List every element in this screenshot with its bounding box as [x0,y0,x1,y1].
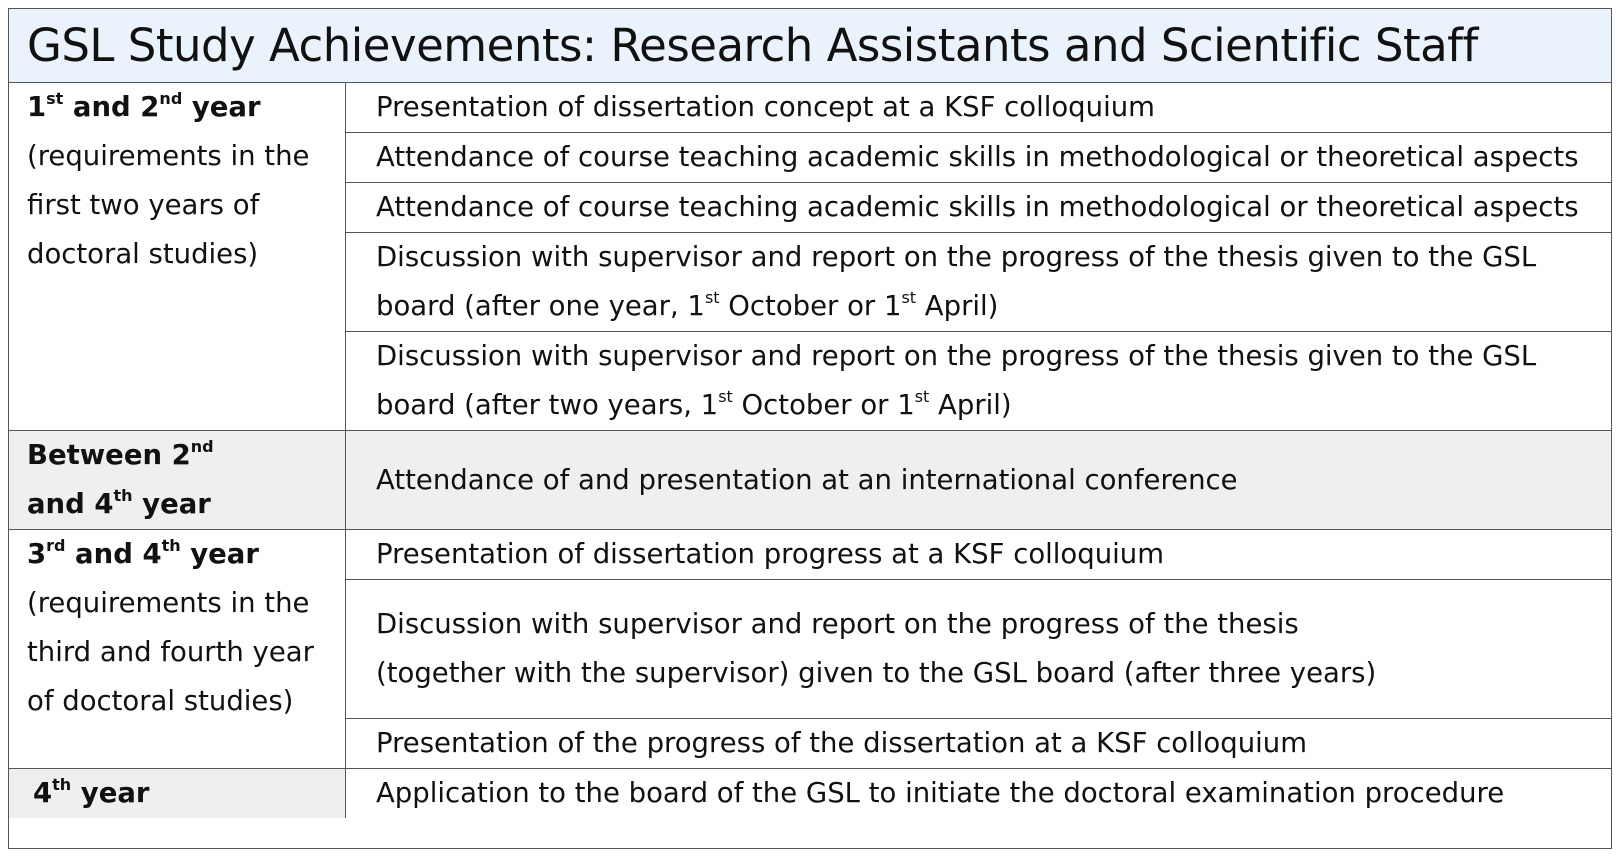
table-row [9,431,1611,530]
requirements-table [9,83,1611,818]
phase-heading: 4th year [33,774,150,809]
phase-description: (requirements in the third and fourth year of doctoral studies) [27,587,314,717]
study-achievements-table [8,8,1612,849]
requirement-item: Attendance of course teaching academic skills in methodological or theoretical aspects [346,133,1612,183]
table-title: GSL Study Achievements: Research Assistants and Scientific Staff [9,9,1611,83]
requirement-item: Presentation of the progress of the dissertation at a KSF colloquium [346,719,1612,769]
phase-heading: 1st and 2nd year [27,88,261,123]
table-row [9,83,1611,133]
requirement-item: Application to the board of the GSL to initiate the doctoral examination procedure [346,769,1612,819]
requirement-item: Discussion with supervisor and report on the progress of the thesis given to the GSL board (after one year, 1st October or 1st April) [346,233,1612,332]
requirement-item: Presentation of dissertation concept at a KSF colloquium [346,83,1612,133]
requirement-item: Discussion with supervisor and report on the progress of the thesis (together with the supervisor) given to the GSL board (after three years) [346,580,1612,719]
phase-description: (requirements in the first two years of doctoral studies) [27,140,310,270]
phase-heading: Between 2nd and 4th year [27,436,214,520]
phase-heading: 3rd and 4th year [27,535,259,570]
requirement-item: Presentation of dissertation progress at a KSF colloquium [346,530,1612,580]
requirement-item: Discussion with supervisor and report on the progress of the thesis given to the GSL board (after two years, 1st October or 1st April) [346,332,1612,431]
phase-cell-year-1-2 [9,83,346,431]
table-row [9,530,1611,580]
phase-cell-year-4 [9,769,346,819]
requirement-item: Attendance of and presentation at an international conference [346,431,1612,530]
phase-cell-year-3-4 [9,530,346,769]
table-row [9,769,1611,819]
requirement-item: Attendance of course teaching academic skills in methodological or theoretical aspects [346,183,1612,233]
phase-cell-year-2-4 [9,431,346,530]
